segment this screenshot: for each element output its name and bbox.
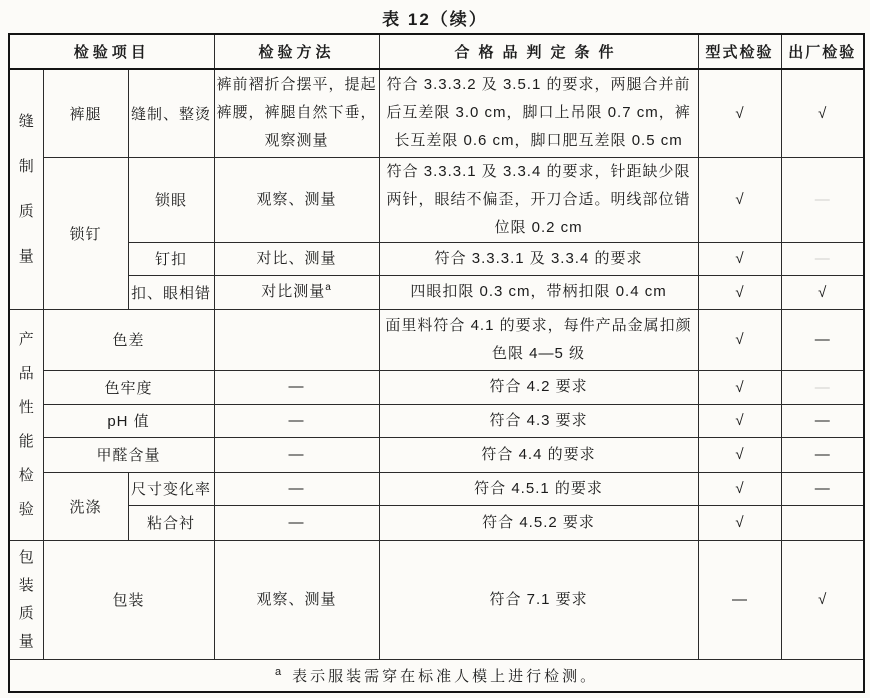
cell-button-sewing-criteria: 符合 3.3.3.1 及 3.3.4 的要求 (379, 242, 698, 275)
header-inspection-method: 检验方法 (214, 34, 379, 69)
cell-formaldehyde-type-check: √ (698, 437, 781, 472)
cell-packaging-method: 观察、测量 (214, 540, 379, 659)
cell-dimension-change-method: — (214, 472, 379, 505)
cell-dimension-change-factory-check: — (781, 472, 864, 505)
cell-formaldehyde-item: 甲醛含量 (43, 437, 214, 472)
cell-fusible-interlining-factory-check (781, 505, 864, 540)
cell-formaldehyde-factory-check: — (781, 437, 864, 472)
group-sewing-quality (9, 69, 43, 309)
cell-mismatch-criteria: 四眼扣限 0.3 cm，带柄扣限 0.4 cm (379, 275, 698, 309)
mismatch-method-footnote-marker: a (325, 282, 332, 293)
cell-fusible-interlining-method: — (214, 505, 379, 540)
cell-color-difference-type-check: √ (698, 309, 781, 370)
inspection-table (8, 33, 865, 693)
footnote-marker: a (274, 665, 285, 678)
cell-trouser-leg-criteria: 符合 3.3.3.2 及 3.5.1 的要求，两腿合并前后互差限 3.0 cm，脚口上吊限 0.7 cm，裤长互差限 0.6 cm，脚口肥互差限 0.5 cm (379, 69, 698, 157)
cell-dimension-change-subitem: 尺寸变化率 (128, 472, 214, 505)
cell-ph-factory-check: — (781, 404, 864, 437)
cell-trouser-leg-factory-check: √ (781, 69, 864, 157)
group-sewing-quality-label: 缝制质量 (18, 113, 34, 266)
cell-trouser-leg-method: 裤前褶折合摆平，提起裤腰，裤腿自然下垂，观察测量 (214, 69, 379, 157)
cell-color-fastness-criteria: 符合 4.2 要求 (379, 370, 698, 404)
cell-dimension-change-type-check: √ (698, 472, 781, 505)
cell-buttonhole-subitem: 锁眼 (128, 157, 214, 242)
cell-mismatch-method (214, 275, 379, 309)
table-title: 表 12（续） (382, 10, 488, 29)
cell-packaging-factory-check: √ (781, 540, 864, 659)
header-factory-inspection: 出厂检验 (781, 34, 864, 69)
cell-color-fastness-factory-check: — (781, 370, 864, 404)
cell-button-sewing-type-check: √ (698, 242, 781, 275)
cell-packaging-item: 包装 (43, 540, 214, 659)
cell-color-fastness-method: — (214, 370, 379, 404)
group-packaging-quality-label: 包装质量 (18, 548, 34, 650)
cell-buttonhole-criteria: 符合 3.3.3.1 及 3.3.4 的要求，针距缺少限两针，眼结不偏歪，开刀合适。明线部位错位限 0.2 cm (379, 157, 698, 242)
cell-trouser-leg-subitem: 缝制、整烫 (128, 69, 214, 157)
cell-color-difference-method (214, 309, 379, 370)
header-type-inspection: 型式检验 (698, 34, 781, 69)
cell-dimension-change-criteria: 符合 4.5.1 的要求 (379, 472, 698, 505)
cell-mismatch-subitem: 扣、眼相错 (128, 275, 214, 309)
cell-ph-method: — (214, 404, 379, 437)
header-qualification-criteria: 合格品判定条件 (379, 34, 698, 69)
cell-ph-criteria: 符合 4.3 要求 (379, 404, 698, 437)
cell-button-sewing-factory-check: — (781, 242, 864, 275)
mismatch-method-text: 对比测量 (261, 283, 326, 300)
cell-button-sewing-subitem: 钉扣 (128, 242, 214, 275)
cell-buttonhole-factory-check: — (781, 157, 864, 242)
cell-color-fastness-item: 色牢度 (43, 370, 214, 404)
cell-fusible-interlining-type-check: √ (698, 505, 781, 540)
cell-color-difference-item: 色差 (43, 309, 214, 370)
cell-color-fastness-type-check: √ (698, 370, 781, 404)
header-inspection-item: 检验项目 (9, 34, 214, 69)
group-lock-nail: 锁钉 (43, 157, 128, 309)
cell-mismatch-factory-check: √ (781, 275, 864, 309)
cell-ph-item: pH 值 (43, 404, 214, 437)
cell-button-sewing-method: 对比、测量 (214, 242, 379, 275)
cell-color-difference-criteria: 面里料符合 4.1 的要求，每件产品金属扣颜色限 4—5 级 (379, 309, 698, 370)
group-product-performance-label: 产品性能检验 (18, 330, 34, 518)
footnote-text: 表示服装需穿在标准人模上进行检测。 (292, 667, 599, 685)
cell-formaldehyde-criteria: 符合 4.4 的要求 (379, 437, 698, 472)
cell-fusible-interlining-subitem: 粘合衬 (128, 505, 214, 540)
cell-mismatch-type-check: √ (698, 275, 781, 309)
cell-color-difference-factory-check: — (781, 309, 864, 370)
cell-buttonhole-method: 观察、测量 (214, 157, 379, 242)
cell-ph-type-check: √ (698, 404, 781, 437)
group-washing: 洗涤 (43, 472, 128, 540)
cell-fusible-interlining-criteria: 符合 4.5.2 要求 (379, 505, 698, 540)
group-product-performance (9, 309, 43, 540)
cell-buttonhole-type-check: √ (698, 157, 781, 242)
group-packaging-quality (9, 540, 43, 659)
table-footnote (9, 659, 864, 692)
cell-packaging-type-check: — (698, 540, 781, 659)
cell-trouser-leg-item: 裤腿 (43, 69, 128, 157)
cell-trouser-leg-type-check: √ (698, 69, 781, 157)
cell-packaging-criteria: 符合 7.1 要求 (379, 540, 698, 659)
cell-formaldehyde-method: — (214, 437, 379, 472)
